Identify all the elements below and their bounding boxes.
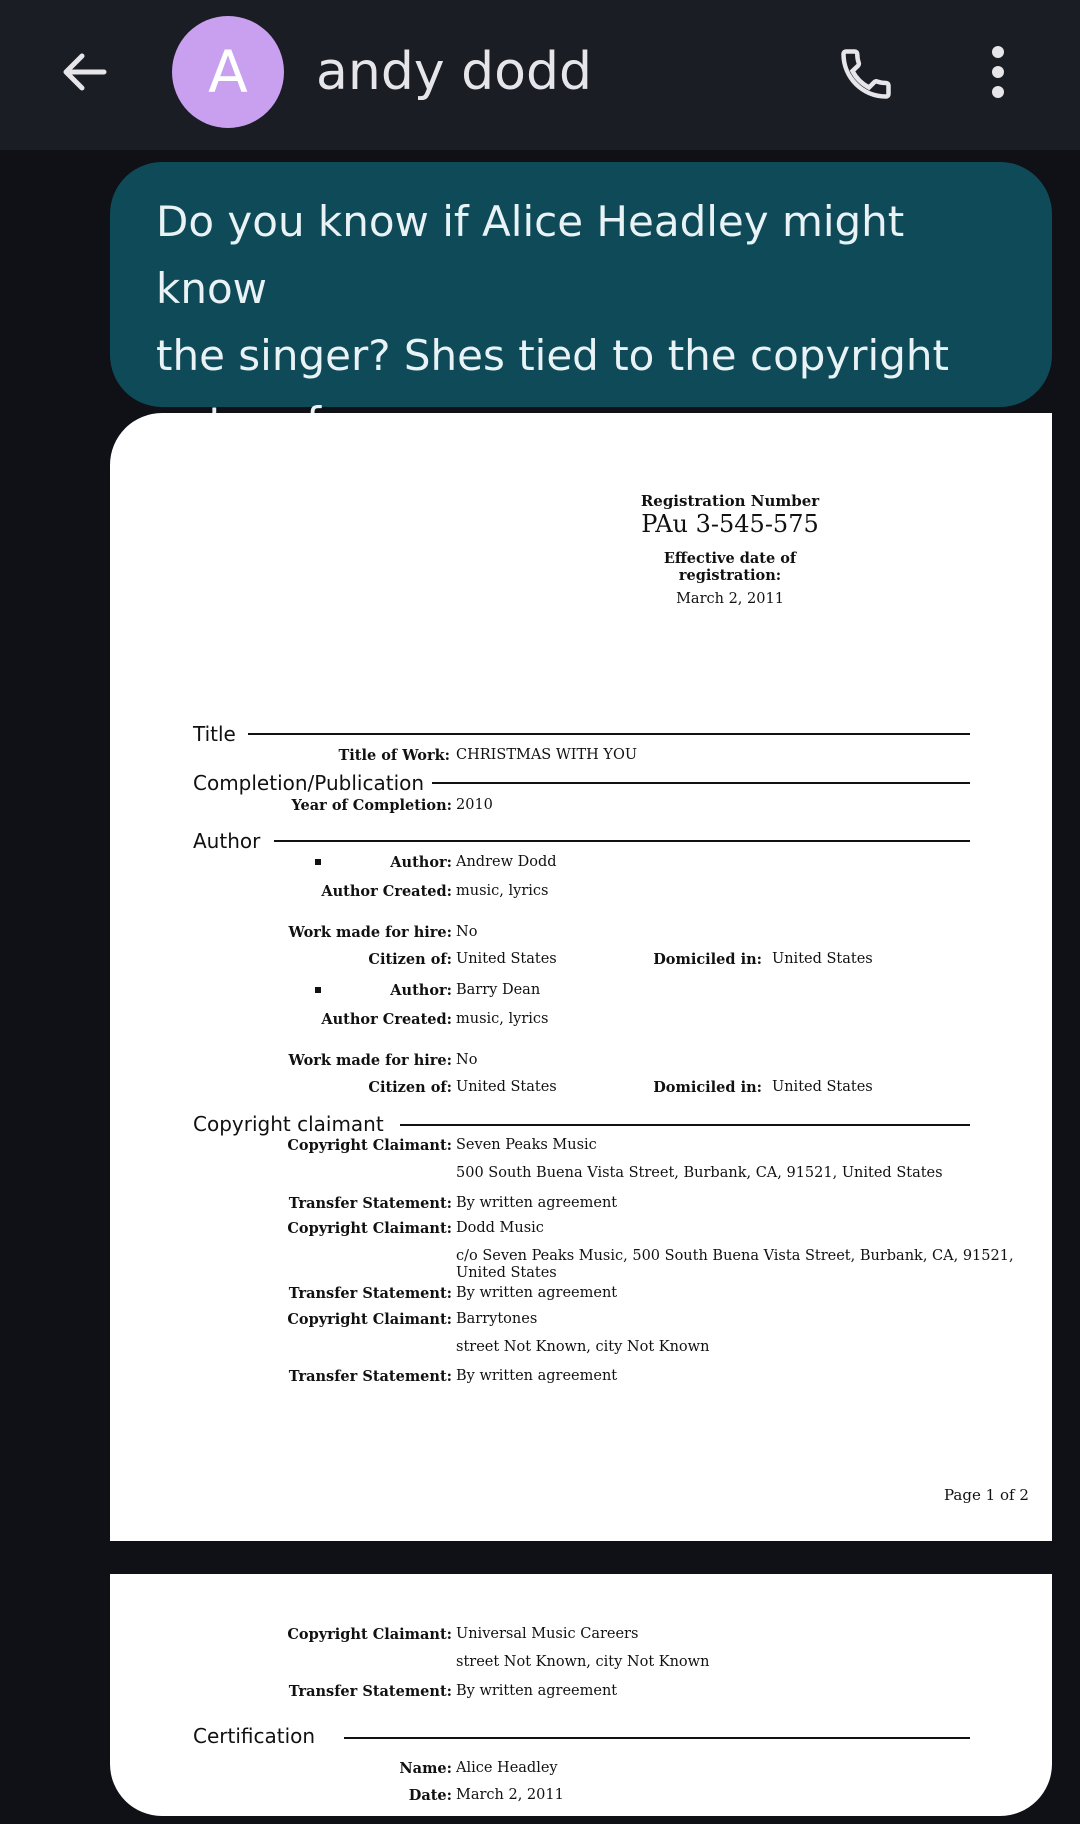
- document-page-2[interactable]: [110, 1574, 1052, 1816]
- author-name: Andrew Dodd: [456, 854, 557, 870]
- cert-name: Alice Headley: [456, 1760, 558, 1776]
- title-of-work: CHRISTMAS WITH YOU: [456, 747, 638, 763]
- title-of-work-label: Title of Work:: [338, 747, 450, 764]
- effective-date: March 2, 2011: [676, 591, 784, 607]
- author-created: music, lyrics: [456, 1011, 549, 1027]
- message-bubble[interactable]: [110, 162, 1052, 407]
- claimant-name: Barrytones: [456, 1311, 538, 1327]
- transfer-statement: By written agreement: [456, 1368, 618, 1384]
- transfer-label: Transfer Statement:: [288, 1683, 452, 1700]
- transfer-label: Transfer Statement:: [288, 1285, 452, 1302]
- claimant-address: c/o Seven Peaks Music, 500 South Buena Vista Street, Burbank, CA, 91521,: [456, 1248, 1014, 1264]
- more-vertical-icon[interactable]: [976, 42, 1020, 102]
- claimant-label: Copyright Claimant:: [287, 1311, 452, 1328]
- author-name: Barry Dean: [456, 982, 541, 998]
- claimant-address: United States: [456, 1265, 557, 1281]
- cert-name-label: Name:: [399, 1760, 452, 1777]
- claimant-name: Universal Music Careers: [456, 1626, 639, 1642]
- divider: [432, 782, 970, 784]
- page-total: 2: [1019, 1486, 1029, 1504]
- domiciled-label: Domiciled in:: [653, 951, 762, 968]
- work-for-hire-label: Work made for hire:: [288, 1052, 452, 1069]
- claimant-label: Copyright Claimant:: [287, 1220, 452, 1237]
- work-for-hire: No: [456, 1052, 478, 1068]
- claimant-name: Dodd Music: [456, 1220, 544, 1236]
- section-title: Title: [193, 722, 236, 746]
- effective-date-label-2: registration:: [678, 567, 782, 584]
- effective-date-label: Effective date of: [663, 550, 797, 567]
- transfer-statement: By written agreement: [456, 1195, 618, 1211]
- registration-number-label: Registration Number: [640, 492, 820, 510]
- page-current: 1: [985, 1486, 996, 1504]
- claimant-address: street Not Known, city Not Known: [456, 1339, 710, 1355]
- domiciled-in: United States: [772, 1079, 873, 1095]
- citizen-label: Citizen of:: [368, 951, 452, 968]
- contact-name[interactable]: andy dodd: [316, 42, 592, 102]
- author-created-label: Author Created:: [321, 883, 452, 900]
- citizen-of: United States: [456, 1079, 557, 1095]
- section-claimant: Copyright claimant: [193, 1112, 384, 1136]
- divider: [274, 840, 970, 842]
- message-line: the singer? Shes tied to the copyright: [156, 331, 949, 380]
- section-certification: Certification: [193, 1724, 316, 1748]
- transfer-statement: By written agreement: [456, 1285, 618, 1301]
- year-of-completion: 2010: [456, 797, 493, 813]
- author-label: Author:: [390, 854, 452, 871]
- domiciled-in: United States: [772, 951, 873, 967]
- back-arrow-icon[interactable]: [56, 44, 112, 100]
- cert-date-label: Date:: [408, 1787, 452, 1804]
- citizen-of: United States: [456, 951, 557, 967]
- author-created: music, lyrics: [456, 883, 549, 899]
- claimant-address: 500 South Buena Vista Street, Burbank, CA, 91521, United States: [456, 1165, 943, 1181]
- citizen-label: Citizen of:: [368, 1079, 452, 1096]
- section-completion: Completion/Publication: [193, 771, 425, 795]
- transfer-statement: By written agreement: [456, 1683, 618, 1699]
- claimant-label: Copyright Claimant:: [287, 1137, 452, 1154]
- author-label: Author:: [390, 982, 452, 999]
- claimant-label: Copyright Claimant:: [287, 1626, 452, 1643]
- divider: [248, 733, 970, 735]
- page-of: of: [999, 1486, 1015, 1504]
- transfer-label: Transfer Statement:: [288, 1195, 452, 1212]
- message-line: Do you know if Alice Headley might know: [156, 197, 905, 313]
- cert-date: March 2, 2011: [456, 1787, 564, 1803]
- document-page-1[interactable]: [110, 413, 1052, 1541]
- divider: [400, 1124, 970, 1126]
- page-label: Page: [944, 1486, 981, 1504]
- avatar[interactable]: A: [172, 16, 284, 128]
- domiciled-label: Domiciled in:: [653, 1079, 762, 1096]
- page-number: [944, 1486, 1029, 1504]
- section-author: Author: [193, 829, 261, 853]
- divider: [344, 1737, 970, 1739]
- work-for-hire: No: [456, 924, 478, 940]
- registration-number: PAu 3-545-575: [641, 510, 819, 538]
- claimant-address: street Not Known, city Not Known: [456, 1654, 710, 1670]
- claimant-name: Seven Peaks Music: [456, 1137, 597, 1153]
- transfer-label: Transfer Statement:: [288, 1368, 452, 1385]
- work-for-hire-label: Work made for hire:: [288, 924, 452, 941]
- conversation-header: [0, 0, 1080, 150]
- author-created-label: Author Created:: [321, 1011, 452, 1028]
- year-label: Year of Completion:: [291, 797, 452, 814]
- phone-icon[interactable]: [836, 44, 896, 104]
